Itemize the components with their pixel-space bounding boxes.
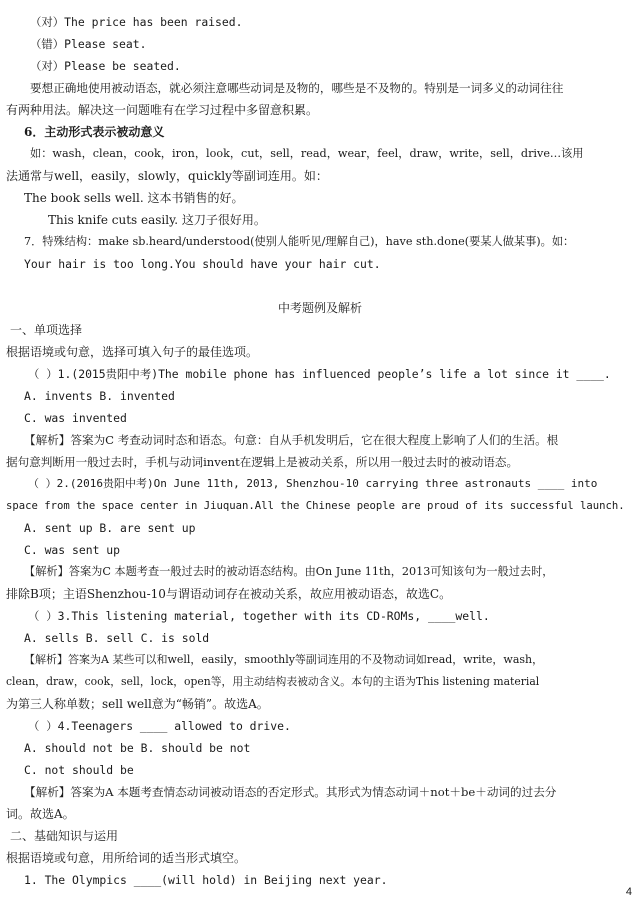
question: 1. The Olympics ____(will hold) in Beijing next year. bbox=[24, 873, 388, 887]
analysis: 【解析】答案为A 某些可以和well，easily，smoothly等副词连用的不及物动词如read，write，wash， bbox=[24, 653, 544, 666]
analysis: clean，draw，cook，sell，lock，open等，用主动结构表被动含义。本句的主语为This listening material bbox=[6, 675, 540, 688]
example-line: This knife cuts easily. 这刀子很好用。 bbox=[48, 213, 266, 227]
question: （ ）2.(2016贵阳中考)On June 11th, 2013, Shenzhou-10 carrying three astronauts ____ into bbox=[28, 477, 598, 490]
analysis: 词。故选A。 bbox=[6, 807, 75, 821]
example-line: （对）The price has been raised. bbox=[30, 15, 243, 29]
paragraph-line: 如：wash，clean，cook，iron，look，cut，sell，read，wear，feel，draw，write，sell，drive…该用 bbox=[30, 147, 584, 160]
section-heading: 7．特殊结构：make sb.heard/understood(使别人能听见/理解自己)，have sth.done(要某人做某事)。如： bbox=[24, 235, 575, 248]
instruction: 根据语境或句意，选择可填入句子的最佳选项。 bbox=[6, 345, 259, 359]
example-line: The book sells well. 这本书销售的好。 bbox=[24, 191, 244, 205]
options: C. was sent up bbox=[24, 543, 121, 557]
example-line: Your hair is too long.You should have your hair cut. bbox=[24, 257, 381, 271]
page-number: 4 bbox=[625, 886, 632, 898]
question: （ ）3.This listening material, together with its CD-ROMs, ____well. bbox=[28, 609, 490, 623]
analysis: 排除B项；主语Shenzhou-10与谓语动词存在被动关系，故应用被动语态，故选C。 bbox=[6, 587, 452, 601]
example-line: （对）Please be seated. bbox=[30, 59, 181, 73]
analysis: 为第三人称单数；sell well意为“畅销”。故选A。 bbox=[6, 697, 269, 711]
subsection-heading: 二、基础知识与运用 bbox=[10, 829, 119, 843]
instruction: 根据语境或句意，用所给词的适当形式填空。 bbox=[6, 851, 247, 865]
options: A. sent up B. are sent up bbox=[24, 521, 196, 535]
analysis: 【解析】答案为C 考查动词时态和语态。句意：自从手机发明后，它在很大程度上影响了人们的生活。根 bbox=[24, 433, 559, 447]
options: C. not should be bbox=[24, 763, 134, 777]
options: A. sells B. sell C. is sold bbox=[24, 631, 210, 645]
options: A. should not be B. should be not bbox=[24, 741, 251, 755]
paragraph-line: 法通常与well，easily，slowly，quickly等副词连用。如： bbox=[6, 169, 328, 183]
subsection-heading: 一、单项选择 bbox=[10, 323, 83, 337]
section-heading: 6．主动形式表示被动意义 bbox=[24, 125, 165, 139]
question: （ ）1.(2015贵阳中考)The mobile phone has influenced people’s life a lot since it ____. bbox=[28, 367, 611, 381]
analysis: 据句意判断用一般过去时，手机与动词invent在逻辑上是被动关系，所以用一般过去时的被动语态。 bbox=[6, 455, 519, 469]
section-title: 中考题例及解析 bbox=[277, 301, 362, 315]
paragraph-line: 要想正确地使用被动语态，就必须注意哪些动词是及物的，哪些是不及物的。特别是一词多义的动词往往 bbox=[30, 81, 564, 95]
question: space from the space center in Jiuquan.All the Chinese people are proud of its successful launch. bbox=[6, 500, 625, 512]
question: （ ）4.Teenagers ____ allowed to drive. bbox=[28, 719, 291, 733]
options: C. was invented bbox=[24, 411, 127, 425]
paragraph-line: 有两种用法。解决这一问题唯有在学习过程中多留意积累。 bbox=[6, 103, 319, 117]
example-line: （错）Please seat. bbox=[30, 37, 147, 51]
analysis: 【解析】答案为A 本题考查情态动词被动语态的否定形式。其形式为情态动词＋not＋be＋动词的过去分 bbox=[24, 785, 557, 799]
analysis: 【解析】答案为C 本题考查一般过去时的被动语态结构。由On June 11th，2013可知该句为一般过去时， bbox=[24, 565, 554, 578]
options: A. invents B. invented bbox=[24, 389, 175, 403]
